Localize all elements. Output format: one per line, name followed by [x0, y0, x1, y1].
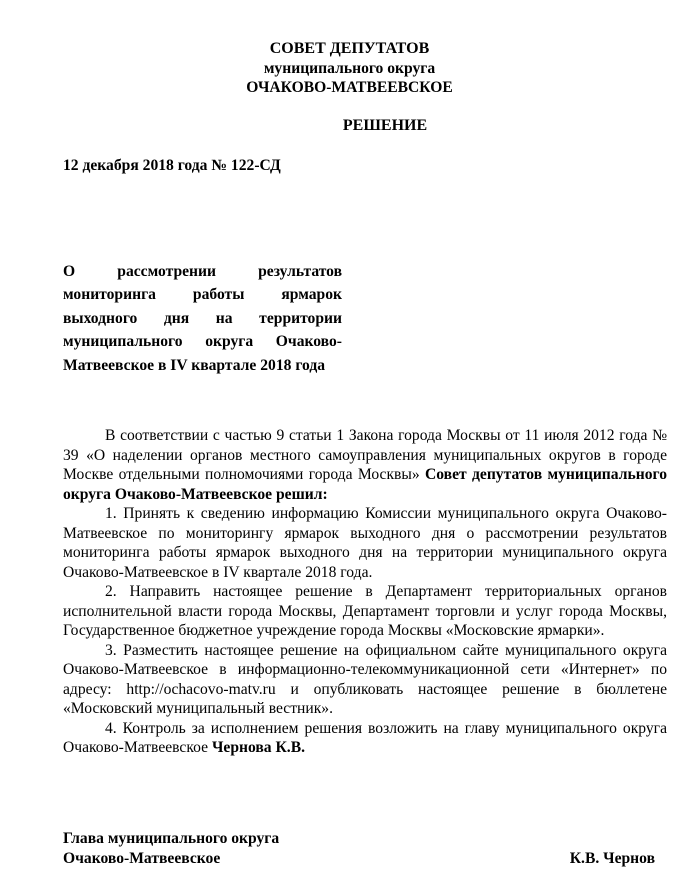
preamble-decision: Совет депутатов муниципального округа Очаково-Матвеевское решил: [63, 466, 667, 503]
signature-block [63, 829, 667, 868]
signature-title-line2: Очаково-Матвеевское [63, 849, 221, 867]
district-name: ОЧАКОВО-МАТВЕЕВСКОЕ [246, 79, 453, 96]
item-1: 1. Принять к сведению информацию Комиссии муниципального округа Очаково-Матвеевское по мониторингу ярмарок выходного дня о рассмотрении результатов мониторинга работы ярмарок выходного дня на территории муниципального округа Очаково-Матвеевское в IV квартале 2018 года. [63, 505, 667, 581]
preamble [63, 426, 667, 504]
item-4 [63, 719, 667, 758]
document-type: РЕШЕНИЕ [342, 117, 428, 134]
date-number: 12 декабря 2018 года № 122-СД [63, 157, 281, 174]
item-2: 2. Направить настоящее решение в Департамент территориальных органов исполнительной власти города Москвы, Департамент торговли и услуг города Москвы, Государственное бюджетное учреждение города Москвы «Московские ярмарки». [63, 583, 667, 639]
item-4-text: 4. Контроль за исполнением решения возложить на главу муниципального округа Очаково-Матвеевское [63, 719, 667, 756]
council-subtitle: муниципального округа [263, 59, 436, 77]
item-3: 3. Разместить настоящее решение на официальном сайте муниципального округа Очаково-Матвеевское в информационно-телекоммуникационной сети «Интернет» по адресу: http://ochacovo-matv.ru и опубликовать настоящее решение в бюллетене «Московский муниципальный вестник». [63, 641, 667, 717]
document-header [0, 39, 699, 98]
item-4-name: Чернова К.В. [211, 739, 306, 756]
signature-row [63, 849, 667, 869]
council-title: СОВЕТ ДЕПУТАТОВ [269, 40, 430, 57]
signature-name: К.В. Чернов [569, 849, 655, 867]
preamble-text: В соответствии с частью 9 статьи 1 Закона города Москвы от 11 июля 2012 года № 39 «О наделении органов местного самоуправления муниципальных округов в городе Москве отдельными полномочиями города Москвы» [63, 427, 667, 483]
signature-title-line1: Глава муниципального округа [63, 830, 280, 847]
document-body [63, 426, 667, 758]
document-subject: О рассмотрении результатов мониторинга работы ярмарок выходного дня на территории муниципального округа Очаково-Матвеевское в IV квартале 2018 года [63, 263, 342, 374]
